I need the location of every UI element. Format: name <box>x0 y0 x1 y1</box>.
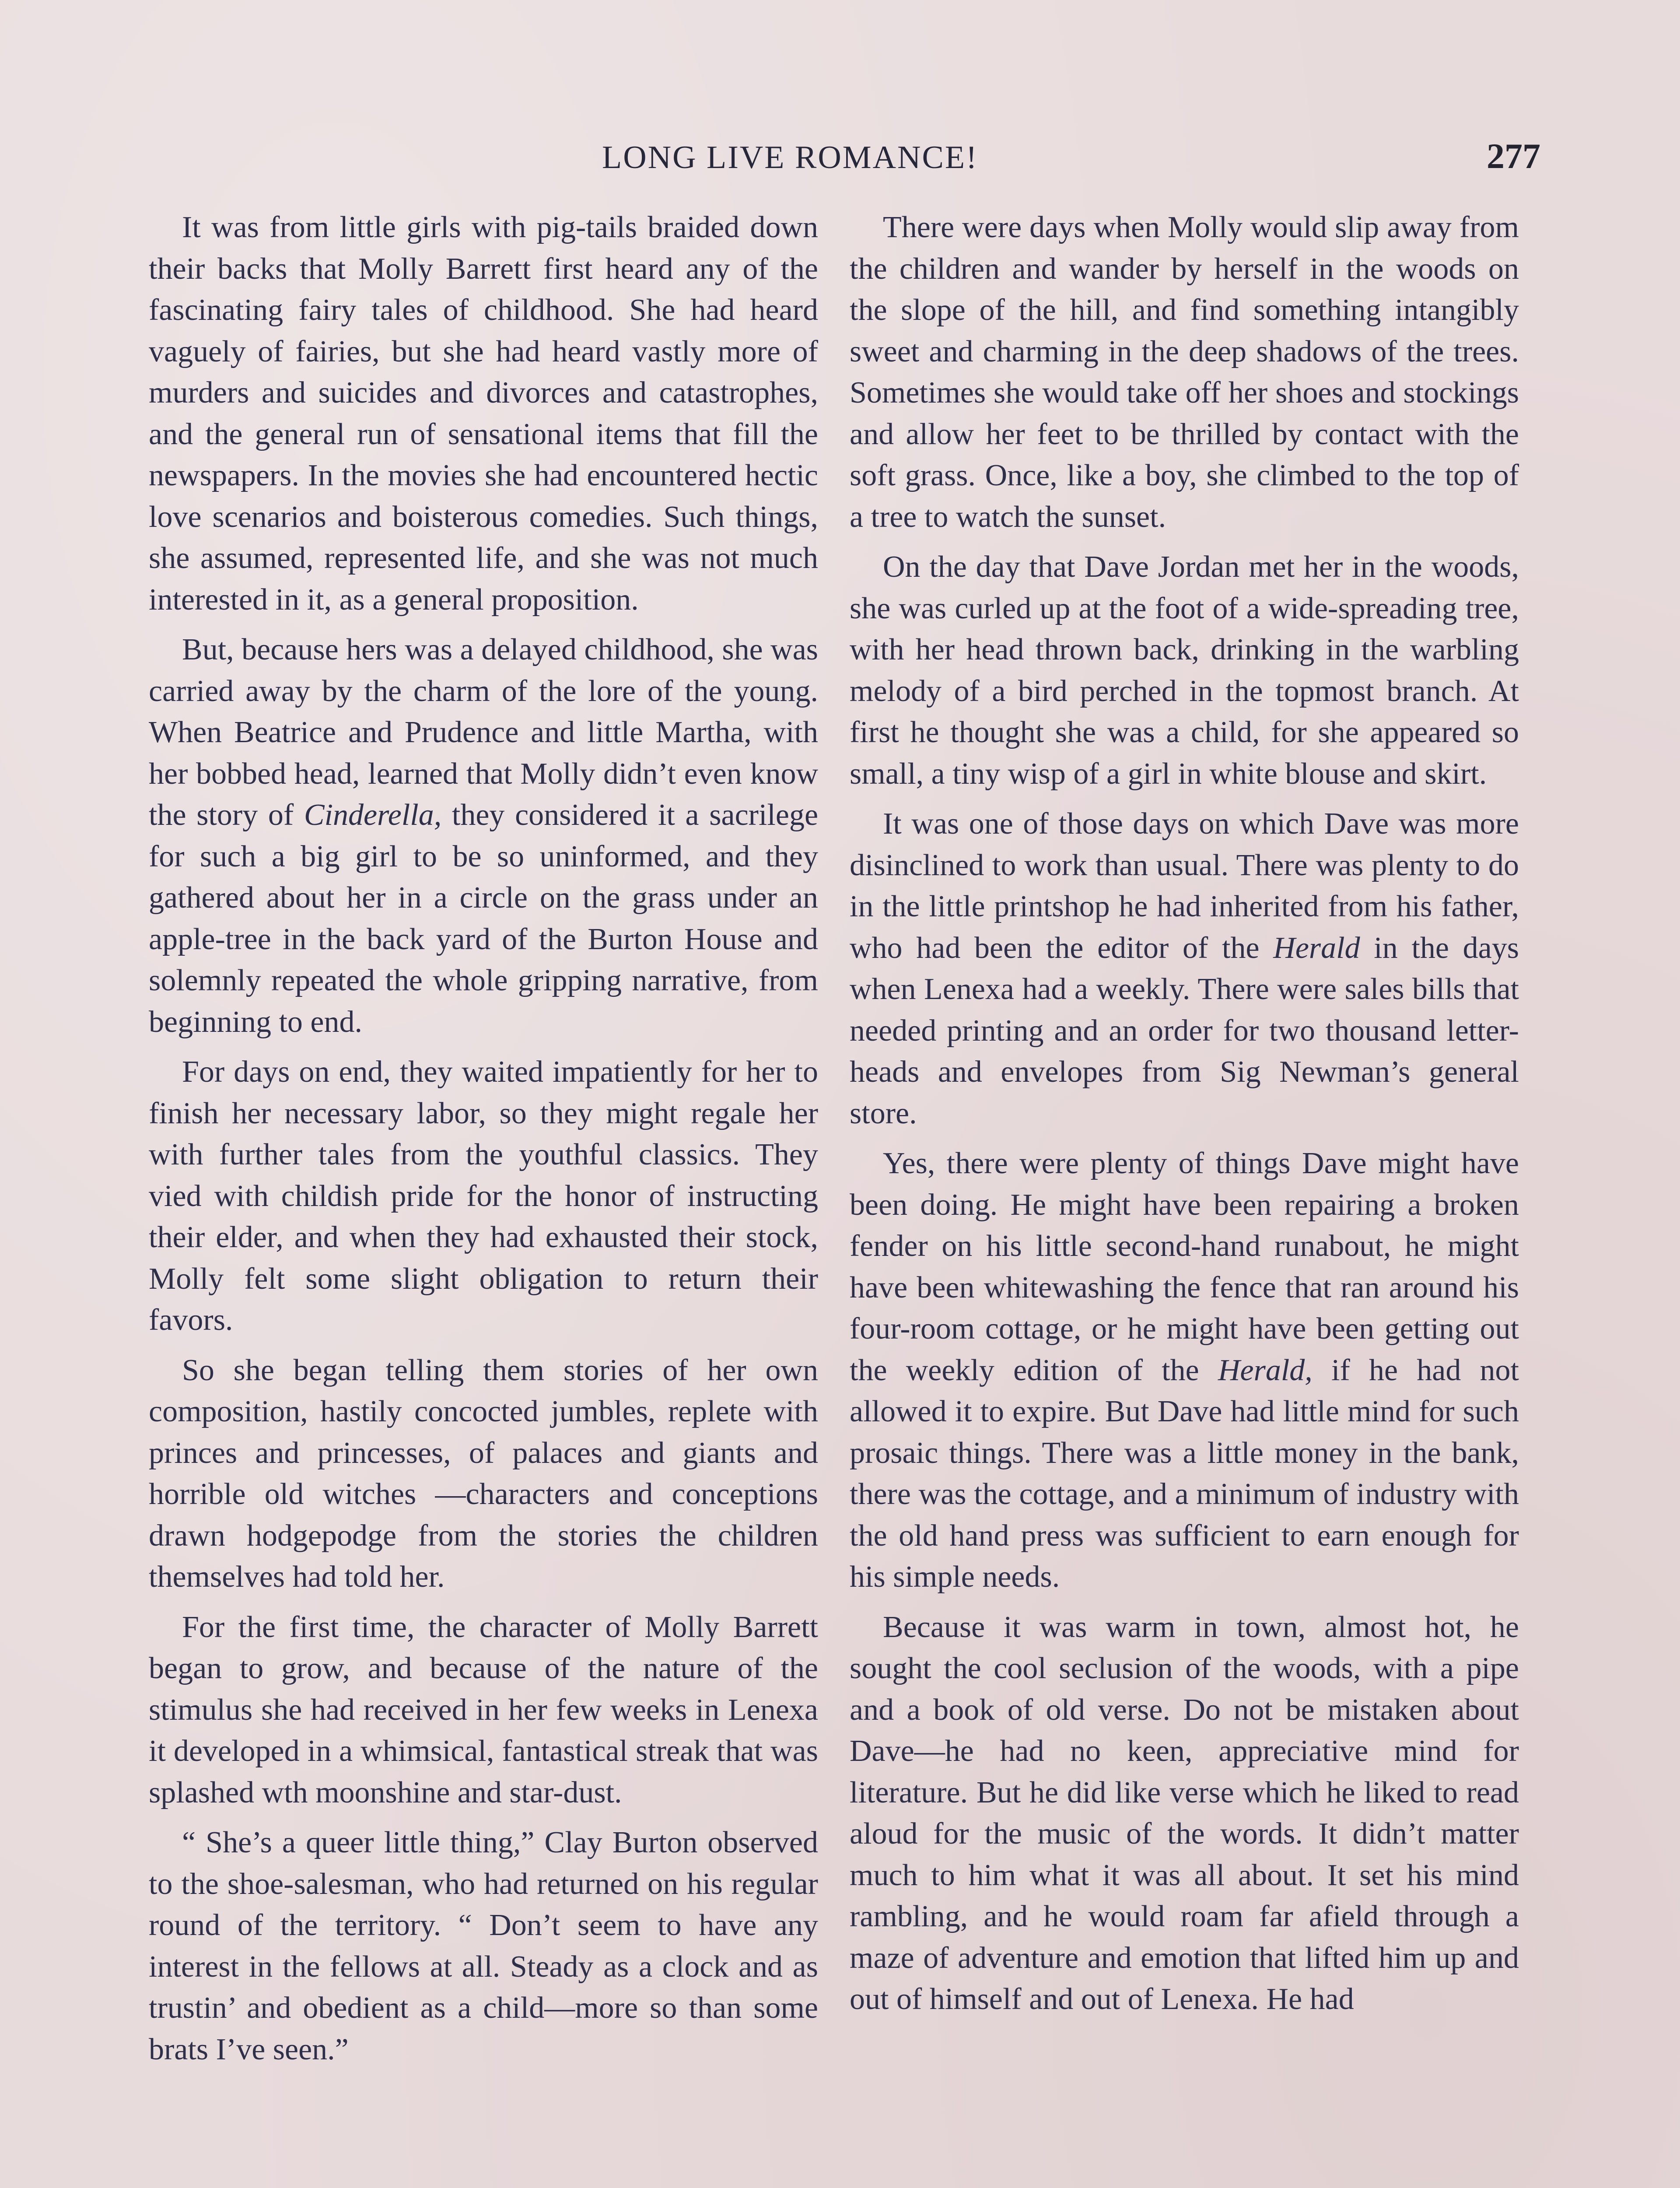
paragraph-text: Yes, there were plenty of things Dave might have been doing. He might have been repairing a broken fender on his little second-hand runabout, he might have been whitewashing the fence that ran around his four-room cottage, or he might have been getting out the weekly edition of the <box>850 1147 1519 1387</box>
paragraph: “ She’s a queer little thing,” Clay Burton observed to the shoe-salesman, who had returned on his regular round of the territory. “ Don’t seem to have any interest in the fellows at all. Steady as a clock and as trustin’ and obedient as a child—more so than some brats I’ve seen.” <box>149 1826 818 2066</box>
paragraph: On the day that Dave Jordan met her in the woods, she was curled up at the foot of a wide-spreading tree, with her head thrown back, drinking in the warbling melody of a bird perched in the topmost branch. At first he thought she was a child, for she appeared so small, a tiny wisp of a girl in white blouse and skirt. <box>850 550 1519 791</box>
paragraph: Because it was warm in town, almost hot, he sought the cool seclusion of the woods, with a pipe and a book of old verse. Do not be mistaken about Dave—he had no keen, appreciative mind for literature. But he did like verse which he liked to read aloud for the music of the words. It didn’t matter much to him what it was all about. It set his mind rambling, and he would roam far afield through a maze of adventure and emotion that lifted him up and out of himself and out of Lenexa. He had <box>850 1610 1519 2016</box>
paragraph: It was from little girls with pig-tails braided down their backs that Molly Barrett first heard any of the fascinating fairy tales of childhood. She had heard vaguely of fairies, but she had heard vastly more of murders and suicides and divorces and catastrophes, and the general run of sensational items that fill the newspapers. In the movies she had encountered hectic love scenarios and boisterous comedies. Such things, she assumed, represented life, and she was not much interested in it, as a general proposition. <box>149 210 818 617</box>
story-title: Cinderella, <box>304 798 442 832</box>
paragraph <box>850 1143 1519 1598</box>
paragraph: There were days when Molly would slip away from the children and wander by herself in the woods on the slope of the hill, and find something intangibly sweet and charming in the deep shadows of the trees. Sometimes she would take off her shoes and stockings and allow her feet to be thrilled by contact with the soft grass. Once, like a boy, she climbed to the top of a tree to watch the sunset. <box>850 210 1519 534</box>
paragraph: So she began telling them stories of her own composition, hastily concocted jumbles, replete with princes and princesses, of palaces and giants and horrible old witches —characters and conceptions drawn hodgepodge from the stories the children themselves had told her. <box>149 1353 818 1594</box>
page-number: 277 <box>1487 136 1540 176</box>
left-text-column <box>149 207 818 2070</box>
right-text-column <box>850 207 1519 2020</box>
newspaper-title: Herald, <box>1218 1353 1312 1387</box>
paragraph-text: It was one of those days on which Dave was more disinclined to work than usual. There was plenty to do in the little printshop he had inherited from his father, who had been the editor of the <box>850 807 1519 965</box>
running-head: LONG LIVE ROMANCE! <box>602 140 978 175</box>
paragraph <box>850 803 1519 1134</box>
paragraph-text: in the days when Lenexa had a weekly. There were sales bills that needed printing and an order for two thousand letter-heads and envelopes from Sig Newman’s general store. <box>850 931 1519 1130</box>
paragraph <box>149 629 818 1043</box>
paragraph-text: if he had not allowed it to expire. But Dave had little mind for such prosaic things. There was a little money in the bank, there was the cottage, and a minimum of industry with the old hand press was sufficient to earn enough for his simple needs. <box>850 1353 1519 1594</box>
newspaper-title: Herald <box>1273 931 1360 965</box>
paragraph-text: they considered it a sacrilege for such a big girl to be so uninformed, and they gathered about her in a circle on the grass under an apple-tree in the back yard of the Burton House and solemnly repeated the whole gripping narrative, from beginning to end. <box>149 798 819 1039</box>
paragraph: For the first time, the character of Molly Barrett began to grow, and because of the nature of the stimulus she had received in her few weeks in Lenexa it developed in a whimsical, fantastical streak that was splashed wth moonshine and star-dust. <box>149 1610 818 1809</box>
paragraph: For days on end, they waited impatiently for her to finish her necessary labor, so they might regale her with further tales from the youthful classics. They vied with childish pride for the honor of instructing their elder, and when they had exhausted their stock, Molly felt some slight obligation to return their favors. <box>149 1055 818 1337</box>
paragraph-text: But, because hers was a delayed childhood, she was carried away by the charm of the lore of the young. When Beatrice and Prudence and little Martha, with her bobbed head, learned that Molly didn’t even know the story of <box>149 633 819 832</box>
